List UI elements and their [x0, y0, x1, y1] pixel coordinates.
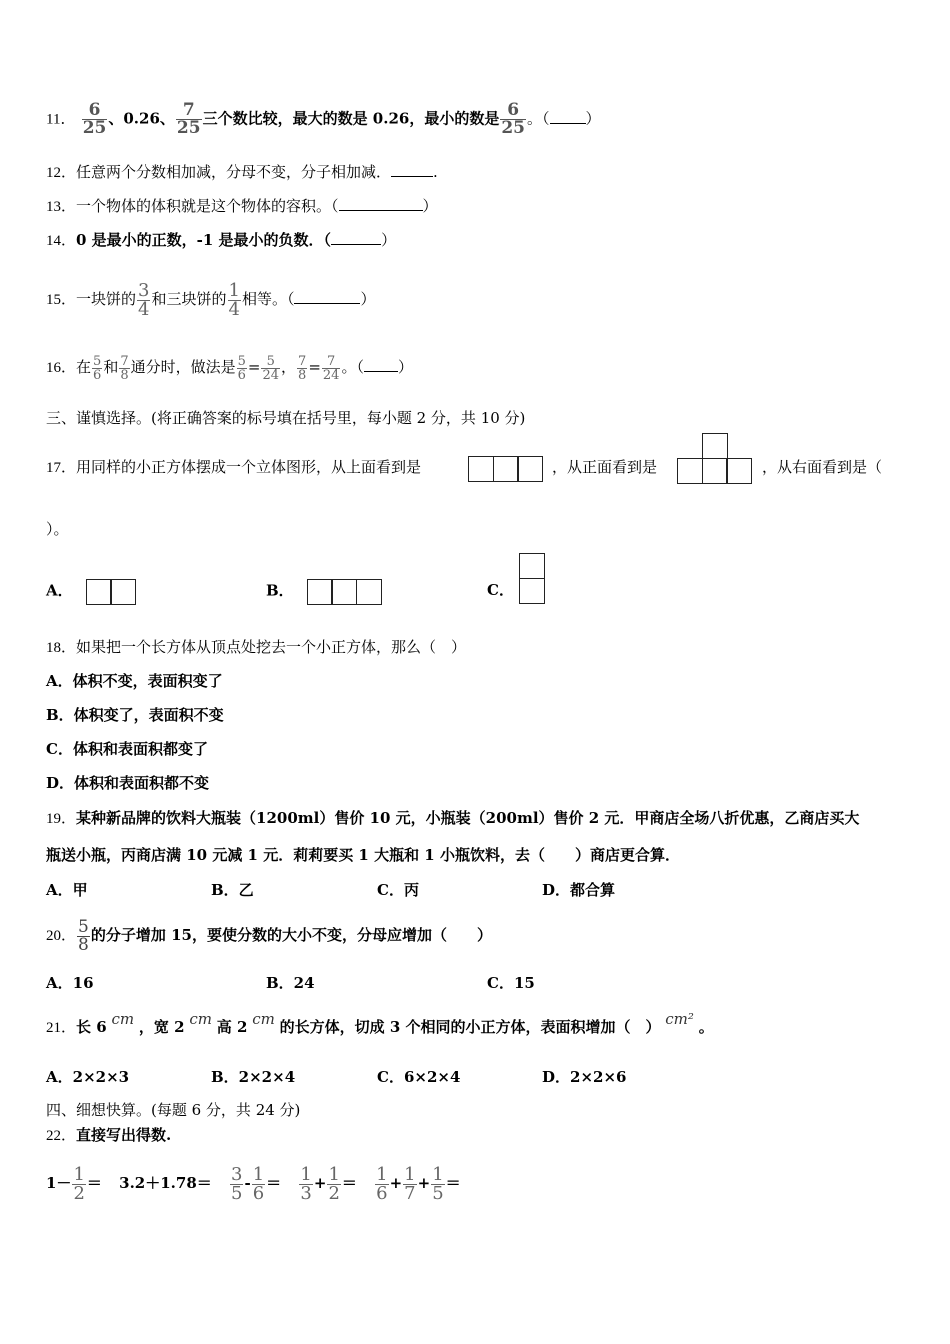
fraction: $\frac{5}{8}$	[78, 916, 89, 955]
section-heading: 三、谨慎选择。(将正确答案的标号填在括号里，每小题 2 分，共 10 分)	[46, 409, 526, 427]
answer-blank[interactable]	[391, 162, 433, 177]
question-12: 12．任意两个分数相加减，分母不变，分子相加减． .	[46, 163, 438, 181]
option-c[interactable]: C．15	[487, 974, 535, 992]
expression-1: 1－ $\frac{1}{2}$ ＝	[46, 1163, 102, 1204]
fraction: $\frac{7}{8}$	[120, 353, 129, 383]
fraction: $\frac{5}{6}$	[237, 353, 246, 383]
unit-cm: cm	[252, 1010, 275, 1028]
option-b[interactable]: B．	[266, 579, 380, 604]
option-b[interactable]: B．2×2×4	[211, 1068, 296, 1086]
expression-4: $\frac{1}{3}$ + $\frac{1}{2}$ ＝	[300, 1163, 357, 1204]
option-c[interactable]: C．丙	[377, 881, 419, 899]
fraction: $\frac{7}{8}$	[298, 353, 307, 383]
question-19: 19．某种新品牌的饮料大瓶装（1200ml）售价 10 元，小瓶装（200ml）售价 2 元．甲商店全场八折优惠，乙商店买大	[46, 809, 860, 827]
unit-cm: cm	[189, 1010, 212, 1028]
option-c[interactable]: C．6×2×4	[377, 1068, 461, 1086]
answer-blank[interactable]	[364, 357, 398, 372]
question-22: 22．直接写出得数.	[46, 1126, 172, 1144]
unit-cm: cm	[111, 1010, 135, 1028]
option-a[interactable]: A．2×2×3	[46, 1068, 130, 1086]
question-number: 11．	[46, 111, 76, 128]
expression-5: $\frac{1}{6}$ + $\frac{1}{7}$ + $\frac{1}{5}$ ＝	[376, 1163, 461, 1204]
answer-blank[interactable]	[331, 230, 381, 245]
question-18: 18．如果把一个长方体从顶点处挖去一个小正方体，那么（ ）	[46, 638, 467, 656]
question-14: 14．0 是最小的正数，-1 是最小的负数．（ ）	[46, 231, 397, 249]
expression-3: $\frac{3}{5}$ - $\frac{1}{6}$ ＝	[231, 1163, 282, 1204]
expression-2: 3.2＋1.78＝	[119, 1174, 212, 1192]
fraction: $\frac{6}{25}$	[501, 100, 526, 138]
answer-blank[interactable]	[550, 109, 586, 124]
calculation-row	[46, 1160, 461, 1206]
question-15: 15．一块饼的 $\frac{3}{4}$ 和三块饼的 $\frac{1}{4}$ 相等。（ ）	[46, 279, 376, 320]
question-16: 16．在 $\frac{5}{6}$ 和 $\frac{7}{8}$ 通分时，做法是 $\frac{5}{6}$ = $\frac{5}{24}$ ， $\frac{7}{8}$ = $\frac{7}{24}$ 。（ ）	[46, 353, 413, 383]
option-d[interactable]: D．体积和表面积都不变	[46, 774, 210, 792]
fraction: $\frac{6}{25}$	[82, 100, 107, 138]
section-heading: 四、细想快算。(每题 6 分，共 24 分)	[46, 1101, 301, 1119]
option-c[interactable]: C．	[487, 581, 514, 599]
question-20: 20． $\frac{5}{8}$ 的分子增加 15，要使分数的大小不变，分母应增加（ ）	[46, 916, 492, 955]
answer-blank[interactable]	[339, 196, 423, 211]
option-b[interactable]: B．体积变了，表面积不变	[46, 706, 224, 724]
option-a[interactable]: A．体积不变，表面积变了	[46, 672, 223, 690]
front-view-figure	[677, 433, 751, 482]
answer-blank[interactable]	[294, 289, 360, 304]
option-d[interactable]: D．2×2×6	[542, 1068, 627, 1086]
option-d[interactable]: D．都合算	[542, 881, 616, 899]
top-view-figure	[468, 456, 542, 481]
option-a[interactable]: A．甲	[46, 881, 88, 899]
question-11: 11． $\frac{6}{25}$ 、0.26、 $\frac{7}{25}$ 三个数比较，最大的数是 0.26，最小的数是 $\frac{6}{25}$ 。（ ）	[46, 100, 601, 138]
question-17: 17．用同样的小正方体摆成一个立体图形，从上面看到是	[46, 458, 422, 476]
fraction: $\frac{5}{24}$	[262, 353, 280, 383]
question-21: 21．长 6 cm ，宽 2 cm 高 2 cm 的长方体，切成 3 个相同的小正方体，表面积增加（ ） cm² 。	[46, 1010, 714, 1036]
option-a[interactable]: A．16	[46, 974, 94, 992]
option-a[interactable]: A．	[46, 579, 135, 604]
question-13: 13．一个物体的体积就是这个物体的容积。（ ）	[46, 197, 438, 215]
option-b[interactable]: B．乙	[211, 881, 254, 899]
option-c-figure	[519, 553, 544, 602]
fraction: $\frac{3}{4}$	[138, 279, 150, 320]
unit-cm2: cm²	[665, 1010, 694, 1028]
option-c[interactable]: C．体积和表面积都变了	[46, 740, 208, 758]
fraction: $\frac{5}{6}$	[93, 353, 102, 383]
fraction: $\frac{7}{25}$	[176, 100, 201, 138]
fraction: $\frac{1}{4}$	[228, 279, 240, 320]
option-b[interactable]: B．24	[266, 974, 315, 992]
fraction: $\frac{7}{24}$	[322, 353, 340, 383]
